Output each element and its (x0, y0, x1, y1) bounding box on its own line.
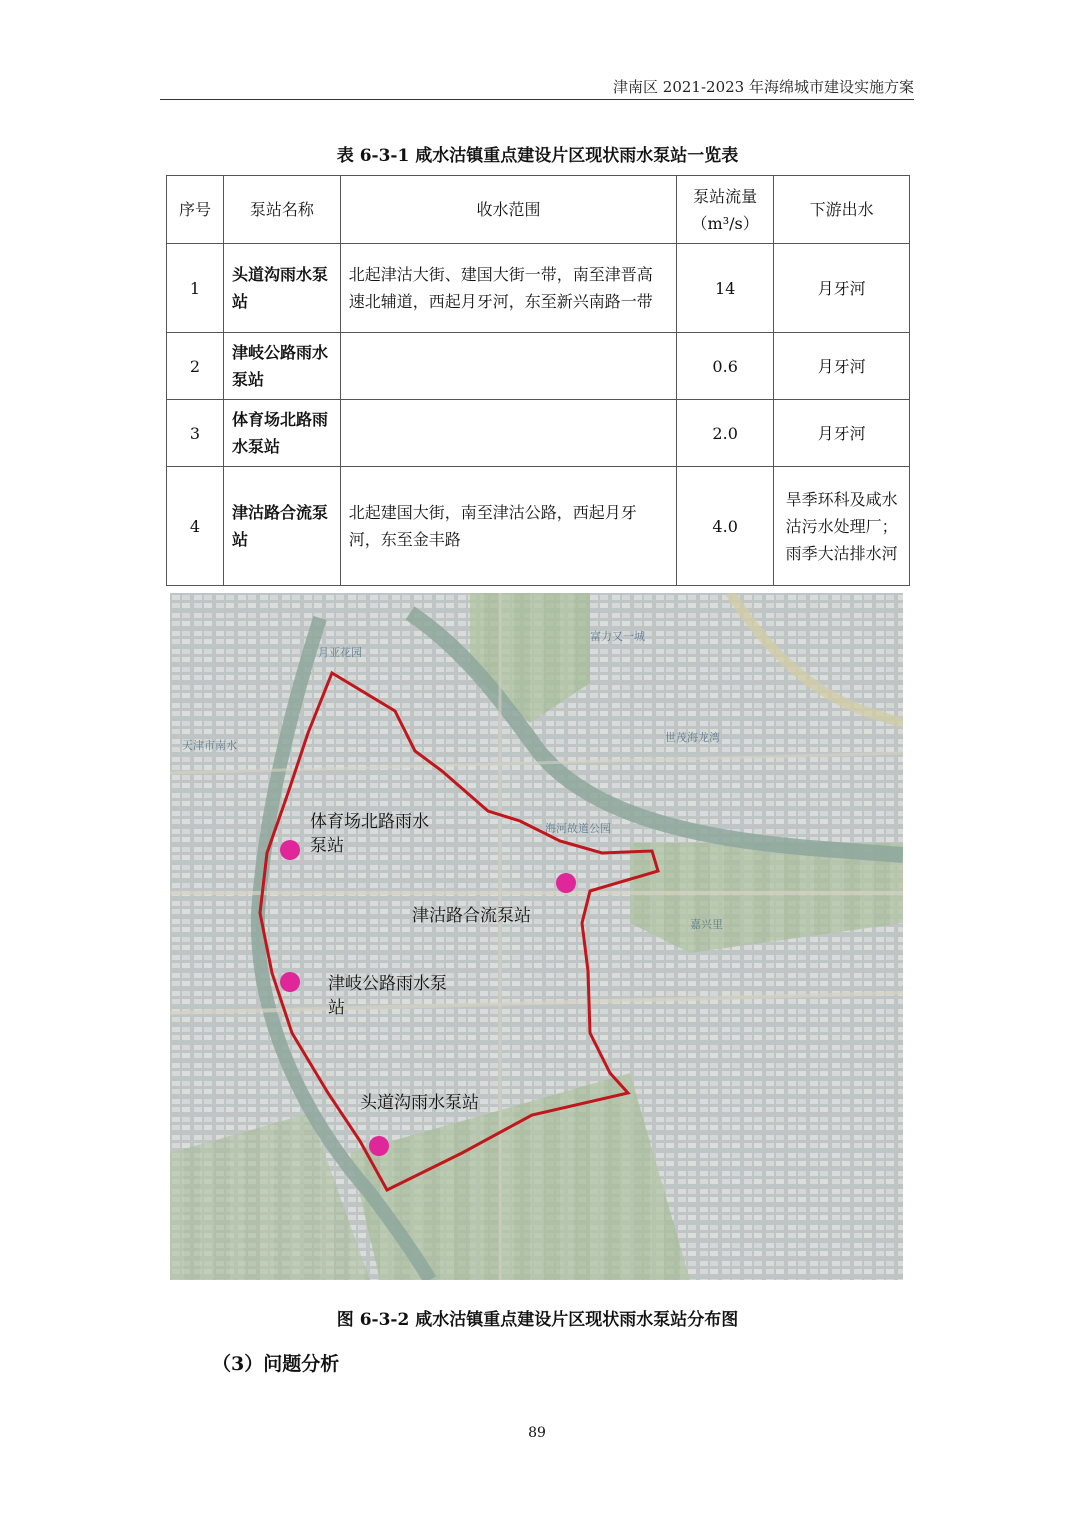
table-header-row (167, 176, 910, 244)
table-row (167, 400, 910, 467)
jingu-station-marker (556, 873, 576, 893)
section-heading: （3）问题分析 (212, 1353, 340, 1375)
row-outlet: 月牙河 (774, 244, 910, 333)
pump-station-map (170, 593, 903, 1280)
header-divider (160, 99, 914, 100)
toudaogou-station-marker (369, 1136, 389, 1156)
header-outlet: 下游出水 (774, 176, 910, 244)
table-title: 表 6-3-1 咸水沽镇重点建设片区现状雨水泵站一览表 (336, 146, 739, 166)
row-station-name: 头道沟雨水泵站 (223, 244, 340, 333)
jingu-station-label: 津沽路合流泵站 (412, 906, 531, 926)
row-index: 4 (167, 467, 224, 586)
figure-caption: 图 6-3-2 咸水沽镇重点建设片区现状雨水泵站分布图 (336, 1310, 739, 1330)
row-catchment-range: 北起建国大街，南至津沽公路，西起月牙河，东至金丰路 (340, 467, 676, 586)
header-range: 收水范围 (340, 176, 676, 244)
table-row (167, 467, 910, 586)
row-outlet: 月牙河 (774, 400, 910, 467)
tiyuchang-station-marker (280, 840, 300, 860)
row-station-name: 体育场北路雨水泵站 (223, 400, 340, 467)
row-index: 3 (167, 400, 224, 467)
running-header: 津南区 2021-2023 年海绵城市建设实施方案 (613, 78, 914, 96)
table-row (167, 244, 910, 333)
place-label: 月亚花园 (318, 646, 362, 659)
pump-station-table (166, 175, 910, 586)
row-catchment-range: 北起津沽大街、建国大街一带，南至津晋高速北辅道，西起月牙河，东至新兴南路一带 (340, 244, 676, 333)
table-row (167, 333, 910, 400)
jinqi-station-label: 站 (328, 998, 345, 1018)
header-flow: 泵站流量（m³/s） (677, 176, 774, 244)
row-flow: 2.0 (677, 400, 774, 467)
tiyuchang-station-label: 体育场北路雨水 (310, 812, 429, 832)
toudaogou-station-label: 头道沟雨水泵站 (360, 1093, 479, 1113)
place-label: 嘉兴里 (690, 918, 723, 931)
row-outlet: 月牙河 (774, 333, 910, 400)
row-index: 1 (167, 244, 224, 333)
row-catchment-range (340, 333, 676, 400)
jinqi-station-label: 津岐公路雨水泵 (328, 974, 447, 994)
place-label: 天津市南水 (182, 739, 237, 752)
page-number: 89 (528, 1425, 546, 1441)
row-catchment-range (340, 400, 676, 467)
row-outlet: 旱季环科及咸水沽污水处理厂；雨季大沽排水河 (774, 467, 910, 586)
place-label: 富力又一城 (590, 630, 645, 643)
row-flow: 14 (677, 244, 774, 333)
jinqi-station-marker (280, 972, 300, 992)
header-index: 序号 (167, 176, 224, 244)
row-station-name: 津沽路合流泵站 (223, 467, 340, 586)
place-label: 海河故道公园 (545, 822, 611, 835)
header-name: 泵站名称 (223, 176, 340, 244)
row-flow: 0.6 (677, 333, 774, 400)
place-label: 世茂海龙湾 (665, 731, 720, 744)
tiyuchang-station-label: 泵站 (310, 836, 344, 856)
row-index: 2 (167, 333, 224, 400)
row-flow: 4.0 (677, 467, 774, 586)
row-station-name: 津岐公路雨水泵站 (223, 333, 340, 400)
